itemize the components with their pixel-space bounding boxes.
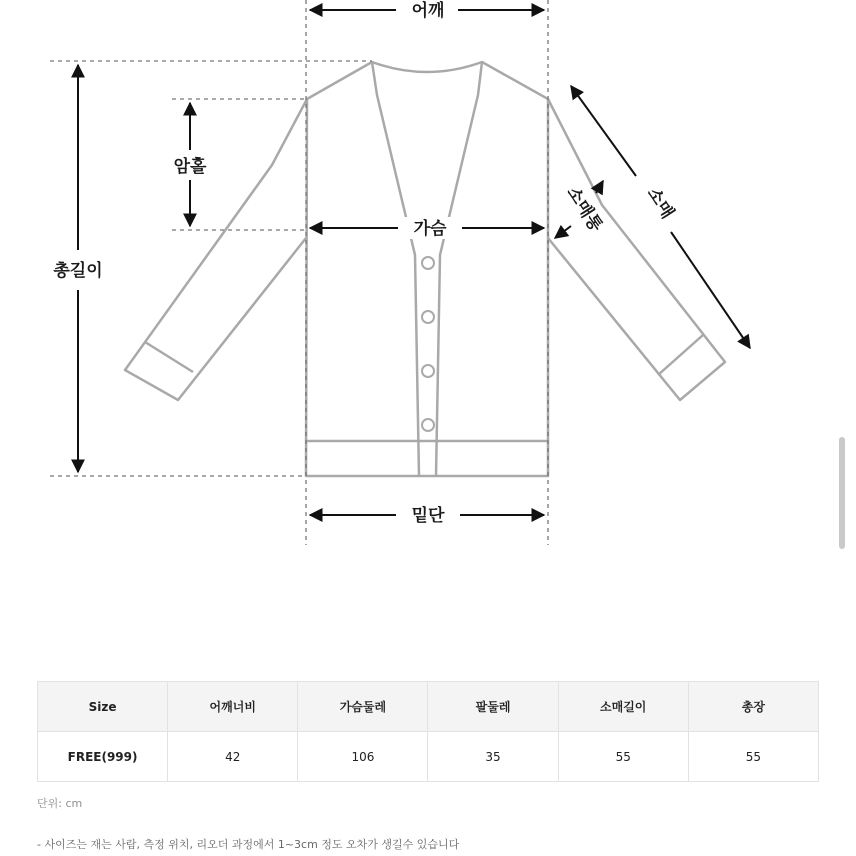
- button-1: [422, 257, 434, 269]
- left-cuff-line: [145, 342, 193, 372]
- sleeve-width-arrow-up: [596, 181, 603, 193]
- header-shoulder-width: 어깨너비: [168, 682, 298, 732]
- left-sleeve: [125, 99, 307, 400]
- size-disclaimer: - 사이즈는 재는 사람, 측정 위치, 리오더 과정에서 1~3cm 정도 오차가 생길수 있습니다: [37, 838, 460, 851]
- header-sleeve-length: 소매길이: [558, 682, 688, 732]
- header-chest: 가슴둘레: [298, 682, 428, 732]
- cell-size: FREE(999): [38, 732, 168, 782]
- cell-total-length: 55: [688, 732, 818, 782]
- table-row: [38, 732, 819, 782]
- label-total-length: 총길이: [53, 261, 103, 281]
- scrollbar-thumb[interactable]: [839, 437, 845, 549]
- sleeve-width-arrow-down: [555, 226, 571, 238]
- guide-lines: [50, 0, 548, 545]
- size-table-header-row: [38, 682, 819, 732]
- header-size: Size: [38, 682, 168, 732]
- cell-arm: 35: [428, 732, 558, 782]
- sleeve-arrow-down: [671, 232, 750, 348]
- cell-shoulder-width: 42: [168, 732, 298, 782]
- header-arm: 팔둘레: [428, 682, 558, 732]
- unit-note: 단위: cm: [37, 797, 83, 810]
- label-chest: 가슴: [413, 219, 447, 239]
- button-4: [422, 419, 434, 431]
- buttons: [422, 257, 434, 431]
- cell-chest: 106: [298, 732, 428, 782]
- label-armhole: 암홀: [173, 157, 207, 177]
- label-sleeve: 소매: [642, 184, 678, 223]
- right-cuff-line: [658, 335, 703, 375]
- header-total-length: 총장: [688, 682, 818, 732]
- label-shoulder: 어깨: [411, 1, 445, 21]
- size-table: [37, 681, 819, 782]
- button-2: [422, 311, 434, 323]
- label-sleeve-width: 소매통: [562, 183, 607, 236]
- label-hem: 밑단: [411, 506, 445, 526]
- right-sleeve: [548, 99, 725, 400]
- cell-sleeve-length: 55: [558, 732, 688, 782]
- button-3: [422, 365, 434, 377]
